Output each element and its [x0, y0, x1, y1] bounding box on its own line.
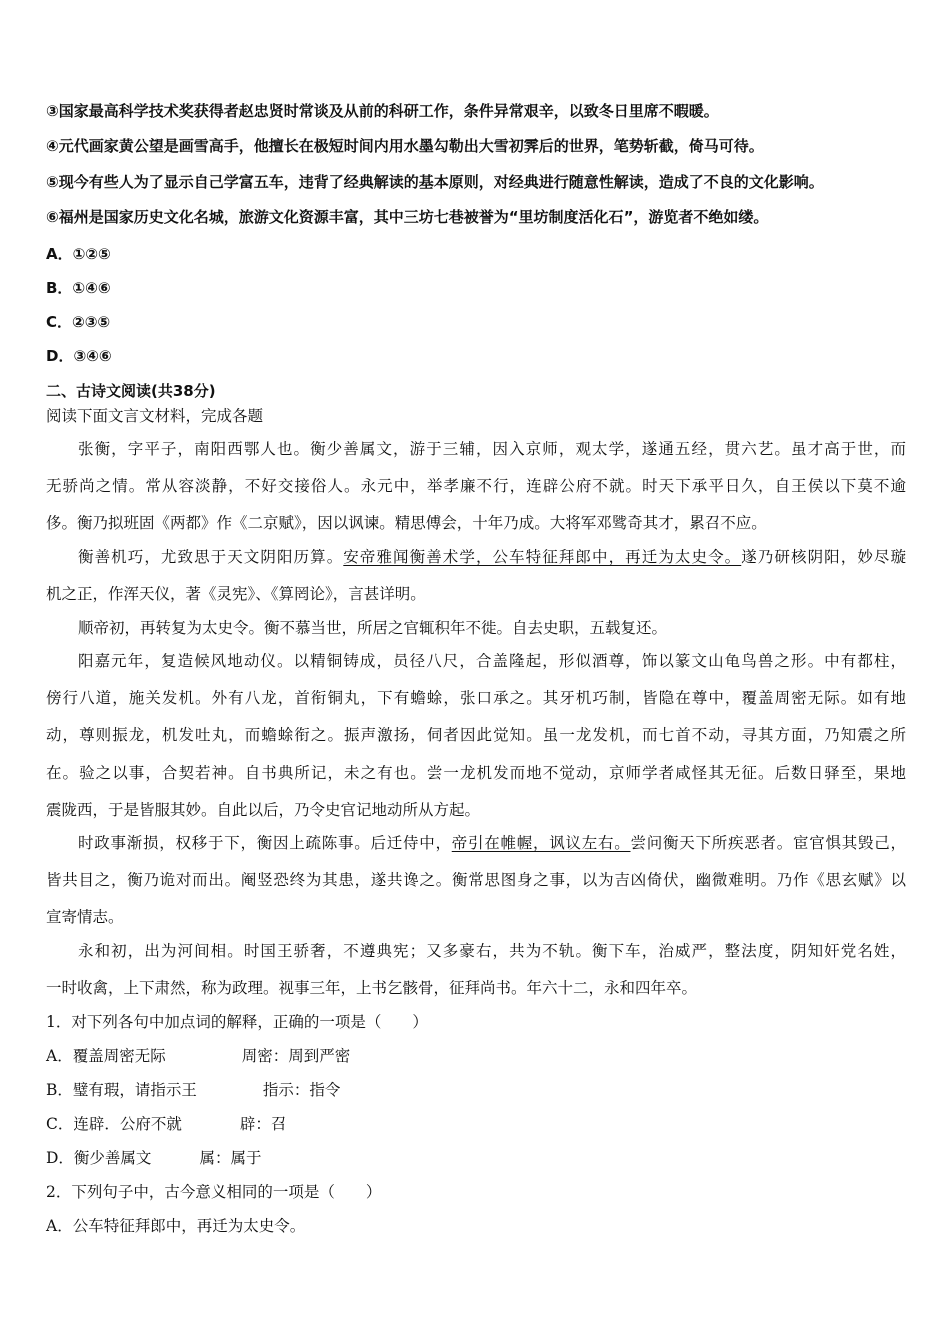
question-1: 1．对下列各句中加点词的解释，正确的一项是（ ） — [46, 1013, 428, 1031]
passage-text: 时政事渐损，权移于下，衡因上疏陈事。后迁侍中， — [78, 834, 452, 852]
statement-5: ⑤现今有些人为了显示自己学富五车，违背了经典解读的基本原则，对经典进行随意性解读，造成了不良的文化影响。 — [46, 173, 824, 191]
passage-line-underlined — [78, 547, 906, 567]
passage-line: 一时收禽，上下肃然，称为政理。视事三年，上书乞骸骨，征拜尚书。年六十二，永和四年卒。 — [46, 979, 698, 997]
passage-text: 尝问衡天下所疾恶者。宦官惧其毁己， — [630, 834, 906, 852]
option-text: C．连辟．公府不就 — [46, 1115, 182, 1133]
option-gloss: 辟：召 — [239, 1115, 287, 1133]
option-b[interactable]: B．①④⑥ — [46, 279, 111, 297]
option-gloss: 属：属于 — [199, 1149, 262, 1167]
passage-text: 遂乃研核阴阳，妙尽璇 — [741, 548, 906, 566]
option-text: D．衡少善属文 — [46, 1149, 152, 1167]
passage-line: 宣寄情志。 — [46, 908, 124, 926]
passage-line-underlined — [78, 833, 906, 853]
passage-line: 傍行八道，施关发机。外有八龙，首衔铜丸，下有蟾蜍，张口承之。其牙机巧制，皆隐在尊中，覆盖周密无际。如有地 — [46, 689, 906, 707]
statement-4: ④元代画家黄公望是画雪高手，他擅长在极短时间内用水墨勾勒出大雪初霁后的世界，笔势斩截，倚马可待。 — [46, 137, 764, 155]
passage-line: 张衡，字平子，南阳西鄂人也。衡少善属文，游于三辅，因入京师，观太学，遂通五经，贯六艺。虽才高于世，而 — [78, 440, 906, 458]
question-1-option-a[interactable] — [46, 1046, 350, 1066]
underlined-sentence: 安帝雅闻衡善术学，公车特征拜郎中，再迁为太史令。 — [343, 548, 742, 566]
statement-6: ⑥福州是国家历史文化名城，旅游文化资源丰富，其中三坊七巷被誉为“里坊制度活化石”，游览者不绝如缕。 — [46, 208, 769, 226]
passage-line: 阳嘉元年，复造候风地动仪。以精铜铸成，员径八尺，合盖隆起，形似酒尊，饰以篆文山龟鸟兽之形。中有都柱， — [78, 652, 906, 670]
option-c[interactable]: C．②③⑤ — [46, 313, 111, 331]
section-instruction: 阅读下面文言文材料，完成各题 — [46, 407, 264, 425]
passage-line: 震陇西，于是皆服其妙。自此以后，乃令史官记地动所从方起。 — [46, 801, 481, 819]
passage-line: 动，尊则振龙，机发吐丸，而蟾蜍衔之。振声激扬，伺者因此觉知。虽一龙发机，而七首不动，寻其方面，乃知震之所 — [46, 726, 906, 744]
option-text: A．覆盖周密无际 — [46, 1047, 166, 1065]
question-1-option-c[interactable] — [46, 1114, 286, 1134]
question-1-option-d[interactable] — [46, 1148, 261, 1168]
question-2-option-a[interactable]: A．公车特征拜郎中，再迁为太史令。 — [46, 1217, 306, 1235]
passage-line: 永和初，出为河间相。时国王骄奢，不遵典宪；又多豪右，共为不轨。衡下车，治威严，整法度，阴知奸党名姓， — [78, 942, 906, 960]
passage-line: 皆共目之，衡乃诡对而出。阉竖恐终为其患，遂共谗之。衡常思图身之事，以为吉凶倚伏，幽微难明。乃作《思玄赋》以 — [46, 871, 906, 889]
option-gloss: 周密：周到严密 — [241, 1047, 351, 1065]
passage-line: 顺帝初，再转复为太史令。衡不慕当世，所居之官辄积年不徙。自去史职，五载复还。 — [78, 619, 668, 637]
underlined-sentence: 帝引在帷幄，讽议左右。 — [451, 834, 631, 852]
option-d[interactable]: D．③④⑥ — [46, 347, 112, 365]
option-a[interactable]: A．①②⑤ — [46, 245, 111, 263]
passage-line: 无骄尚之情。常从容淡静，不好交接俗人。永元中，举孝廉不行，连辟公府不就。时天下承平日久，自王侯以下莫不逾 — [46, 477, 906, 495]
passage-line: 在。验之以事，合契若神。自书典所记，未之有也。尝一龙机发而地不觉动，京师学者咸怪其无征。后数日驿至，果地 — [46, 764, 906, 782]
passage-line: 侈。衡乃拟班固《两都》作《二京赋》，因以讽谏。精思傅会，十年乃成。大将军邓骘奇其才，累召不应。 — [46, 514, 767, 532]
question-2: 2．下列句子中，古今意义相同的一项是（ ） — [46, 1183, 382, 1201]
option-text: B．璧有瑕，请指示王 — [46, 1081, 197, 1099]
statement-3: ③国家最高科学技术奖获得者赵忠贤时常谈及从前的科研工作，条件异常艰辛，以致冬日里席不暇暖。 — [46, 102, 719, 120]
passage-text: 衡善机巧，尤致思于天文阴阳历算。 — [78, 548, 344, 566]
section-title: 二、古诗文阅读(共38分) — [46, 382, 216, 400]
option-gloss: 指示：指令 — [262, 1081, 341, 1099]
question-1-option-b[interactable] — [46, 1080, 340, 1100]
passage-line: 机之正，作浑天仪，著《灵宪》、《算罔论》，言甚详明。 — [46, 585, 426, 603]
